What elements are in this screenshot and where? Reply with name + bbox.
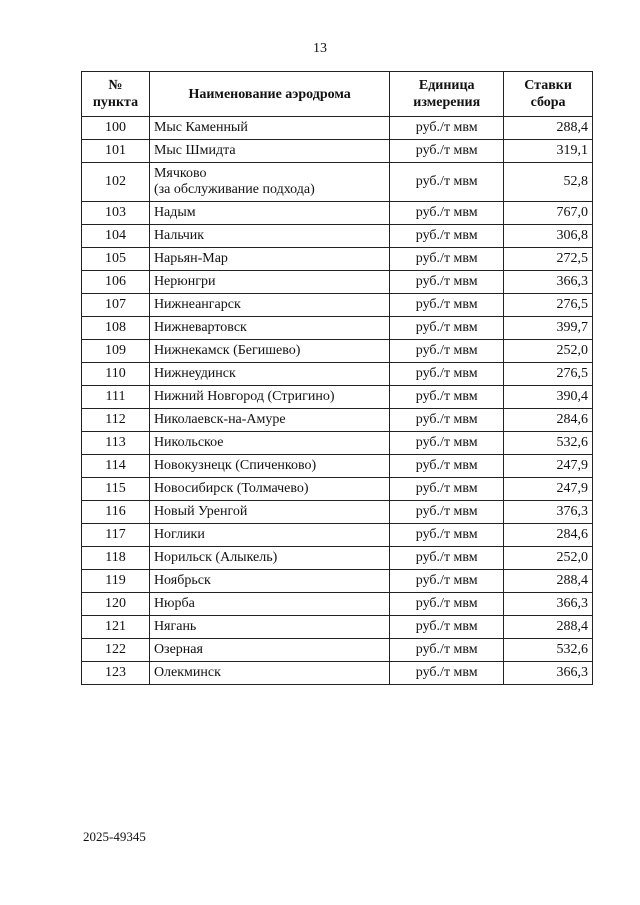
page-number: 13 bbox=[313, 41, 327, 56]
rate-value: 390,4 bbox=[504, 386, 593, 409]
table-header-row bbox=[82, 72, 593, 117]
aerodrome-name: Нягань bbox=[149, 616, 389, 639]
unit-of-measure: руб./т мвм bbox=[390, 248, 504, 271]
table-row bbox=[82, 501, 593, 524]
aerodrome-name: Нижнекамск (Бегишево) bbox=[149, 340, 389, 363]
rate-value: 532,6 bbox=[504, 432, 593, 455]
rate-value: 767,0 bbox=[504, 202, 593, 225]
document-code: 2025-49345 bbox=[83, 829, 146, 844]
row-number: 110 bbox=[82, 363, 150, 386]
aerodrome-name: Новокузнецк (Спиченково) bbox=[149, 455, 389, 478]
rate-value: 276,5 bbox=[504, 294, 593, 317]
rate-value: 276,5 bbox=[504, 363, 593, 386]
unit-of-measure: руб./т мвм bbox=[390, 294, 504, 317]
table-row bbox=[82, 225, 593, 248]
unit-of-measure: руб./т мвм bbox=[390, 455, 504, 478]
rate-value: 288,4 bbox=[504, 570, 593, 593]
rate-value: 366,3 bbox=[504, 271, 593, 294]
row-number: 105 bbox=[82, 248, 150, 271]
table-row bbox=[82, 639, 593, 662]
aerodrome-name: Мыс Шмидта bbox=[149, 140, 389, 163]
row-number: 117 bbox=[82, 524, 150, 547]
row-number: 113 bbox=[82, 432, 150, 455]
aerodrome-name-line1: Мячково bbox=[153, 166, 207, 181]
table-row bbox=[82, 163, 593, 202]
aerodrome-name: Нижнеудинск bbox=[149, 363, 389, 386]
row-number: 104 bbox=[82, 225, 150, 248]
aerodrome-name: Озерная bbox=[149, 639, 389, 662]
row-number: 114 bbox=[82, 455, 150, 478]
unit-of-measure: руб./т мвм bbox=[390, 478, 504, 501]
unit-of-measure: руб./т мвм bbox=[390, 593, 504, 616]
aerodrome-name: Надым bbox=[149, 202, 389, 225]
table-row bbox=[82, 340, 593, 363]
unit-of-measure: руб./т мвм bbox=[390, 570, 504, 593]
table-row bbox=[82, 271, 593, 294]
table-row bbox=[82, 478, 593, 501]
table-row bbox=[82, 593, 593, 616]
table-row bbox=[82, 432, 593, 455]
table-row bbox=[82, 570, 593, 593]
table-row bbox=[82, 317, 593, 340]
unit-of-measure: руб./т мвм bbox=[390, 662, 504, 685]
aerodrome-name: Нижний Новгород (Стригино) bbox=[149, 386, 389, 409]
unit-of-measure: руб./т мвм bbox=[390, 363, 504, 386]
aerodrome-name-line2: (за обслуживание подхода) bbox=[153, 182, 315, 197]
header-number: № пункта bbox=[82, 72, 150, 117]
unit-of-measure: руб./т мвм bbox=[390, 163, 504, 202]
row-number: 123 bbox=[82, 662, 150, 685]
header-aerodrome-name: Наименование аэродрома bbox=[149, 72, 389, 117]
rate-value: 366,3 bbox=[504, 662, 593, 685]
aerodrome-name: Олекминск bbox=[149, 662, 389, 685]
row-number: 122 bbox=[82, 639, 150, 662]
row-number: 101 bbox=[82, 140, 150, 163]
row-number: 109 bbox=[82, 340, 150, 363]
aerodrome-name: Ноябрьск bbox=[149, 570, 389, 593]
unit-of-measure: руб./т мвм bbox=[390, 386, 504, 409]
unit-of-measure: руб./т мвм bbox=[390, 639, 504, 662]
rate-value: 288,4 bbox=[504, 117, 593, 140]
row-number: 120 bbox=[82, 593, 150, 616]
header-rate: Ставки сбора bbox=[504, 72, 593, 117]
rate-value: 376,3 bbox=[504, 501, 593, 524]
rate-value: 252,0 bbox=[504, 547, 593, 570]
rate-value: 52,8 bbox=[504, 163, 593, 202]
unit-of-measure: руб./т мвм bbox=[390, 524, 504, 547]
rate-value: 247,9 bbox=[504, 455, 593, 478]
rate-value: 252,0 bbox=[504, 340, 593, 363]
unit-of-measure: руб./т мвм bbox=[390, 202, 504, 225]
table-row bbox=[82, 140, 593, 163]
unit-of-measure: руб./т мвм bbox=[390, 271, 504, 294]
row-number: 118 bbox=[82, 547, 150, 570]
row-number: 102 bbox=[82, 163, 150, 202]
unit-of-measure: руб./т мвм bbox=[390, 616, 504, 639]
row-number: 107 bbox=[82, 294, 150, 317]
row-number: 119 bbox=[82, 570, 150, 593]
table-row bbox=[82, 248, 593, 271]
table-row bbox=[82, 294, 593, 317]
aerodrome-name: Ноглики bbox=[149, 524, 389, 547]
aerodrome-name: Нарьян-Мар bbox=[149, 248, 389, 271]
row-number: 106 bbox=[82, 271, 150, 294]
rate-value: 284,6 bbox=[504, 409, 593, 432]
table-row bbox=[82, 409, 593, 432]
unit-of-measure: руб./т мвм bbox=[390, 501, 504, 524]
unit-of-measure: руб./т мвм bbox=[390, 340, 504, 363]
aerodrome-name bbox=[149, 163, 389, 202]
row-number: 121 bbox=[82, 616, 150, 639]
rate-value: 399,7 bbox=[504, 317, 593, 340]
aerodrome-name: Нальчик bbox=[149, 225, 389, 248]
aerodrome-name: Новосибирск (Толмачево) bbox=[149, 478, 389, 501]
table-row bbox=[82, 547, 593, 570]
aerodrome-name: Никольское bbox=[149, 432, 389, 455]
unit-of-measure: руб./т мвм bbox=[390, 432, 504, 455]
row-number: 115 bbox=[82, 478, 150, 501]
rate-value: 284,6 bbox=[504, 524, 593, 547]
unit-of-measure: руб./т мвм bbox=[390, 225, 504, 248]
unit-of-measure: руб./т мвм bbox=[390, 547, 504, 570]
table-row bbox=[82, 363, 593, 386]
rate-value: 247,9 bbox=[504, 478, 593, 501]
aerodrome-name: Николаевск-на-Амуре bbox=[149, 409, 389, 432]
unit-of-measure: руб./т мвм bbox=[390, 409, 504, 432]
rate-value: 288,4 bbox=[504, 616, 593, 639]
unit-of-measure: руб./т мвм bbox=[390, 317, 504, 340]
table-row bbox=[82, 616, 593, 639]
unit-of-measure: руб./т мвм bbox=[390, 140, 504, 163]
rate-value: 272,5 bbox=[504, 248, 593, 271]
aerodrome-name: Норильск (Алыкель) bbox=[149, 547, 389, 570]
header-unit: Единица измерения bbox=[390, 72, 504, 117]
aerodrome-name: Мыс Каменный bbox=[149, 117, 389, 140]
table-row bbox=[82, 117, 593, 140]
rate-value: 366,3 bbox=[504, 593, 593, 616]
rate-value: 532,6 bbox=[504, 639, 593, 662]
row-number: 108 bbox=[82, 317, 150, 340]
unit-of-measure: руб./т мвм bbox=[390, 117, 504, 140]
aerodrome-name: Новый Уренгой bbox=[149, 501, 389, 524]
table-row bbox=[82, 386, 593, 409]
rate-value: 306,8 bbox=[504, 225, 593, 248]
row-number: 103 bbox=[82, 202, 150, 225]
aerodrome-name: Нюрба bbox=[149, 593, 389, 616]
rate-value: 319,1 bbox=[504, 140, 593, 163]
table-row bbox=[82, 662, 593, 685]
aerodrome-rates-table bbox=[81, 71, 593, 685]
aerodrome-name: Нижневартовск bbox=[149, 317, 389, 340]
row-number: 100 bbox=[82, 117, 150, 140]
aerodrome-name: Нижнеангарск bbox=[149, 294, 389, 317]
row-number: 116 bbox=[82, 501, 150, 524]
table-row bbox=[82, 455, 593, 478]
table-row bbox=[82, 202, 593, 225]
aerodrome-name: Нерюнгри bbox=[149, 271, 389, 294]
row-number: 112 bbox=[82, 409, 150, 432]
row-number: 111 bbox=[82, 386, 150, 409]
table-row bbox=[82, 524, 593, 547]
